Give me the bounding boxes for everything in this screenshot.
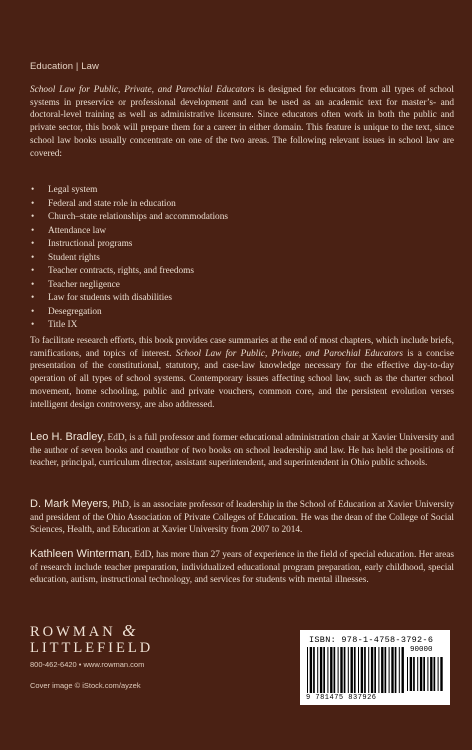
author-bio: Leo H. Bradley, EdD, is a full professor and former educational administration chair at Xavier University and the author of seven books and coauthor of two books on school leadership and law. He has held the positions of teacher, principal, curriculum director, assistant superintendent, and superintendent in Ohio public schools. (30, 431, 454, 469)
barcode-bar (381, 647, 383, 693)
barcode-bar (385, 647, 387, 693)
barcode-bar (344, 647, 346, 693)
author-name: Kathleen Winterman (30, 548, 130, 560)
book-title: School Law for Public, Private, and Parochial Educators (175, 348, 403, 359)
cover-image-credit: Cover image © iStock.com/ayzek (30, 681, 141, 690)
barcode-bar (399, 647, 400, 693)
publisher-contact: 800-462-6420 • www.rowman.com (30, 660, 145, 669)
barcode (300, 630, 450, 705)
publisher-logo: ROWMAN & LITTLEFIELD (30, 621, 154, 656)
barcode-bar (351, 647, 353, 693)
barcode-bar (407, 657, 408, 691)
list-item: • Legal system (30, 184, 430, 198)
barcode-bar (430, 657, 432, 691)
research-paragraph: To facilitate research efforts, this book provides case summaries at the end of most chapters, which include briefs, ramifications, and topics of interest. School Law for Public, Private, and Parochial Educators is a concise presentation of the constitutional, statutory, and case-law knowledge necessary for the effective day-to-day operation of all types of school systems. Contemporary issues affecting school law, such as the charter school movement, home schooling, public and private vouchers, common core, and the persistent evolution verses intelligent design controversy, are also addressed. (30, 336, 454, 410)
bullet-icon: • (31, 266, 35, 276)
list-item: • Law for students with disabilities (30, 292, 430, 306)
price-barcode-icon (406, 647, 444, 691)
list-item: • Church–state relationships and accommodations (30, 211, 430, 225)
barcode-bar (410, 657, 412, 691)
bullet-icon: • (31, 252, 35, 263)
barcode-bar (378, 647, 379, 693)
barcode-bar (417, 657, 418, 691)
bullet-icon: • (31, 306, 35, 317)
ean-barcode-icon (306, 647, 404, 693)
barcode-bar (427, 657, 428, 691)
barcode-bar (374, 647, 376, 693)
bullet-icon: • (31, 212, 35, 222)
list-item: • Instructional programs (30, 238, 430, 252)
barcode-bar (423, 657, 425, 691)
author-bio: D. Mark Meyers, PhD, is an associate professor of leadership in the School of Education at Xavier University and president of the Ohio Association of Private Colleges of Education. He was the dean of the College of Social Sciences, Health, and Education at Xavier University from 2007 to 2014. (30, 498, 454, 536)
barcode-bar (413, 657, 415, 691)
author-bio: Kathleen Winterman, EdD, has more than 27 years of experience in the field of special education. Her areas of research include teacher preparation, individualized educational program preparation, early childhood, special education, autism, instructional technology, and services for students with mental illnesses. (30, 548, 454, 586)
barcode-bar (338, 647, 339, 693)
barcode-bar (330, 647, 332, 693)
barcode-bar (320, 647, 322, 693)
list-item: • Student rights (30, 252, 430, 266)
book-title: School Law for Public, Private, and Parochial Educators (30, 85, 255, 95)
author-name: D. Mark Meyers (30, 498, 108, 510)
barcode-bar (420, 657, 422, 691)
barcode-bar (371, 647, 373, 693)
barcode-bar (348, 647, 349, 693)
barcode-bar (391, 647, 393, 693)
bullet-icon: • (31, 279, 35, 290)
issues-list (30, 184, 430, 333)
barcode-bar (307, 647, 308, 693)
intro-paragraph (30, 84, 454, 160)
bullet-icon: • (31, 198, 35, 209)
barcode-bar (317, 647, 318, 693)
barcode-bar (323, 647, 325, 693)
barcode-bar (438, 657, 439, 691)
barcode-bar (327, 647, 328, 693)
barcode-bar (395, 647, 397, 693)
barcode-bar (334, 647, 336, 693)
barcode-bar (310, 647, 312, 693)
bullet-icon: • (31, 320, 35, 330)
bullet-icon: • (31, 293, 35, 303)
isbn-label: ISBN: 978-1-4758-3792-6 (309, 635, 434, 645)
barcode-bar (340, 647, 342, 693)
list-item: • Teacher negligence (30, 279, 430, 293)
list-item: • Desegregation (30, 306, 430, 320)
barcode-bar (389, 647, 390, 693)
barcode-bar (364, 647, 366, 693)
barcode-bar (440, 657, 442, 691)
author-name: Leo H. Bradley (30, 431, 103, 443)
bullet-icon: • (31, 225, 35, 236)
barcode-bar (354, 647, 356, 693)
price-code: 90000 (410, 646, 433, 654)
barcode-bar (361, 647, 363, 693)
barcode-bar (368, 647, 369, 693)
barcode-bar (313, 647, 315, 693)
intro-text: is designed for educators from all types of school systems in preservice or professional development and can be used as an academic text for master’s- and doctoral-level training as well as administrative licensure. Since educators often work in both the public and private sector, this book will prepare them for a career in either domain. This feature is unique to the text, since school law books usually concentrate on one of the two areas. The following relevant issues in school law are covered: (30, 85, 454, 159)
bullet-icon: • (31, 185, 35, 195)
list-item: • Title IX (30, 319, 430, 333)
list-item: • Federal and state role in education (30, 198, 430, 212)
list-item: • Teacher contracts, rights, and freedoms (30, 265, 430, 279)
ean-digits: 9 781475 837926 (306, 694, 377, 702)
barcode-bar (434, 657, 436, 691)
list-item: • Attendance law (30, 225, 430, 239)
bullet-icon: • (31, 239, 35, 249)
barcode-bar (402, 647, 404, 693)
category-label: Education | Law (30, 61, 99, 72)
barcode-bar (358, 647, 359, 693)
